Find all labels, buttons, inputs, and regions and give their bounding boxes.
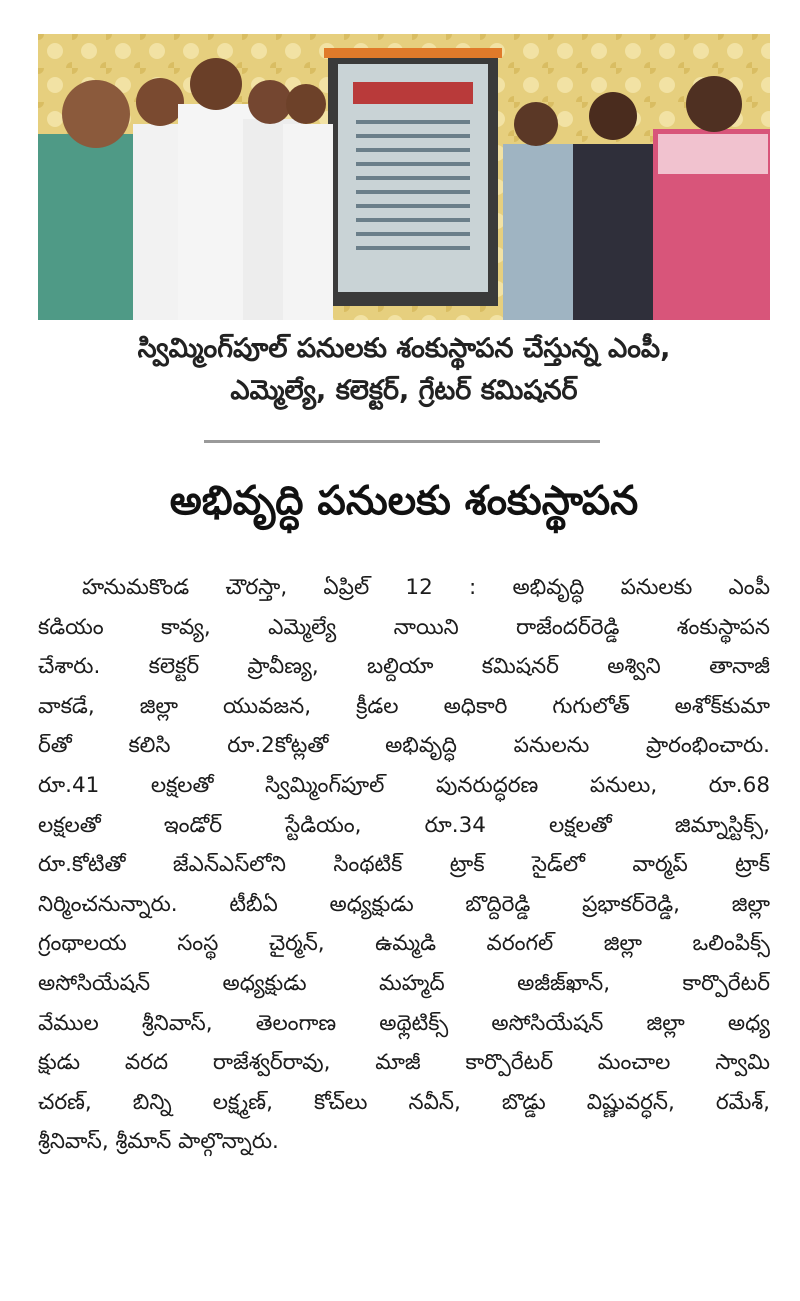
body-line: నిర్మించనున్నారు. టీబీఏ అధ్యక్షుడు బొద్దిరెడ్డి ప్రభాకర్‌రెడ్డి, జిల్లా (38, 891, 770, 917)
body-line: చరణ్, బిన్ని లక్ష్మణ్, కోచ్‌లు నవీన్, బొడ్డు విష్ణువర్ధన్, రమేశ్, (38, 1089, 770, 1115)
body-line: ర్‌తో కలిసి రూ.2కోట్లతో అభివృద్ధి పనులను ప్రారంభించారు. (38, 733, 770, 759)
body-line: వాకడే, జిల్లా యువజన, క్రీడల అధికారి గుగులోత్ అశోక్‌కుమా (38, 693, 770, 719)
caption-line: ఎమ్మెల్యే, కలెక్టర్, గ్రేటర్ కమిషనర్ (230, 375, 578, 406)
body-line: రూ.41 లక్షలతో స్విమ్మింగ్‌పూల్ పునరుద్ధరణ పనులు, రూ.68 (38, 772, 770, 798)
body-line: గ్రంథాలయ సంస్థ చైర్మన్, ఉమ్మడి వరంగల్ జిల్లా ఒలింపిక్స్ (38, 931, 770, 957)
photo-caption (38, 328, 770, 412)
body-line: అసోసియేషన్ అధ్యక్షుడు మహ్మద్ అజీజ్‌ఖాన్, కార్పొరేటర్ (38, 970, 770, 996)
body-line: వేముల శ్రీనివాస్, తెలంగాణ అథ్లెటిక్స్ అసోసియేషన్ జిల్లా అధ్య (38, 1010, 770, 1036)
article-body (38, 568, 770, 1162)
body-line: శ్రీనివాస్, శ్రీమాన్ పాల్గొన్నారు. (38, 1129, 279, 1155)
caption-line: స్విమ్మింగ్‌పూల్ పనులకు శంకుస్థాపన చేస్తున్న ఎంపీ, (137, 333, 671, 364)
body-line: హనుమకొండ చౌరస్తా, ఏప్రిల్ 12 : అభివృద్ధి పనులకు ఎంపీ (82, 575, 770, 600)
body-line: రూ.కోటితో జేఎన్‌ఎస్‌లోని సింథటిక్ ట్రాక్ సైడ్‌లో వార్మప్ ట్రాక్ (38, 852, 770, 878)
headline: అభివృద్ధి పనులకు శంకుస్థాపన (169, 478, 639, 524)
body-line: లక్షలతో ఇండోర్ స్టేడియం, రూ.34 లక్షలతో జిమ్నాస్టిక్స్, (38, 812, 770, 838)
article-photo (38, 34, 770, 320)
body-line: క్షుడు వరద రాజేశ్వర్‌రావు, మాజీ కార్పొరేటర్ మంచాల స్వామి (38, 1050, 770, 1076)
body-line: కడియం కావ్య, ఎమ్మెల్యే నాయిని రాజేందర్‌రెడ్డి శంకుస్థాపన (38, 614, 770, 640)
divider (204, 440, 600, 443)
body-line: చేశారు. కలెక్టర్ ప్రావీణ్య, బల్దియా కమిషనర్ అశ్విని తానాజీ (38, 654, 770, 680)
